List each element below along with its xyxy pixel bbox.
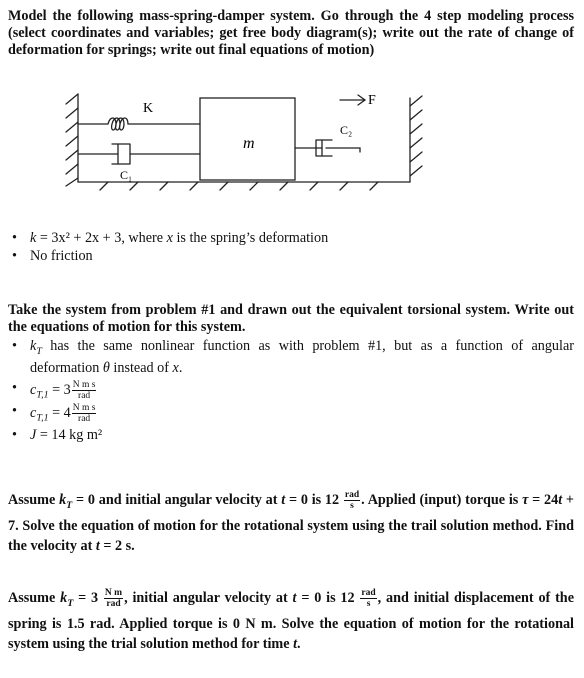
damper-2-label: C₂ [340, 123, 353, 137]
problem-2-statement: Take the system from problem #1 and drawn out the equivalent torsional system. Write out the equations of motion for this system. [8, 302, 574, 335]
spring-label: K [143, 101, 154, 116]
mass-spring-damper-diagram [60, 86, 440, 198]
list-item: • $c_{T,1} = 3$ $\frac{\text{N m s}}{\text{rad}}$ [12, 379, 96, 401]
damper-1-label: C₁ [120, 168, 133, 182]
problem-1-bullets [8, 230, 574, 265]
force-label: F [368, 93, 376, 108]
problem-3-statement: Assume $k_T = 0$ and initial angular velocity at t = 0 is 12 $\frac{\text{rad}}{s}$ . Applied (input) torque is τ = 24t + 7. Solve the equation of motion for the rotational system using the trail solution method. Find the velocity at t = 2 s. [8, 490, 574, 554]
problem-1-statement: Model the following mass-spring-damper system. Go through the 4 step modeling process (select coordinates and variables; get free body diagram(s); write out the rate of change of deformation for springs; write out final equations of motion) [8, 8, 574, 58]
list-item: • J = 14 kg m² [12, 427, 103, 444]
problem-4-statement: Assume $k_T = 3$ $\frac{\text{N m}}{\text{rad}}$ , initial angular velocity at t = 0 is 12 $\frac{\text{rad}}{s}$ , and initial displacement of the spring is 1.5 rad. Applied torque is 0 N m. Solve the equation of motion for the rotational system using the trial solution method for time t. [8, 588, 574, 652]
list-item: • No friction [12, 248, 93, 264]
list-item: • $k_T$ has the same nonlinear function as with problem #1, but as a function of angular deformation θ instead of x. [12, 338, 574, 376]
spring-k [78, 118, 200, 130]
problem-2-bullets [8, 338, 574, 444]
mass-label: m [243, 135, 255, 152]
list-item: • $c_{T,1} = 4$ $\frac{\text{N m s}}{\text{rad}}$ [12, 403, 96, 425]
list-item: • k = 3x² + 2x + 3, where x is the spring’s deformation [12, 230, 329, 246]
